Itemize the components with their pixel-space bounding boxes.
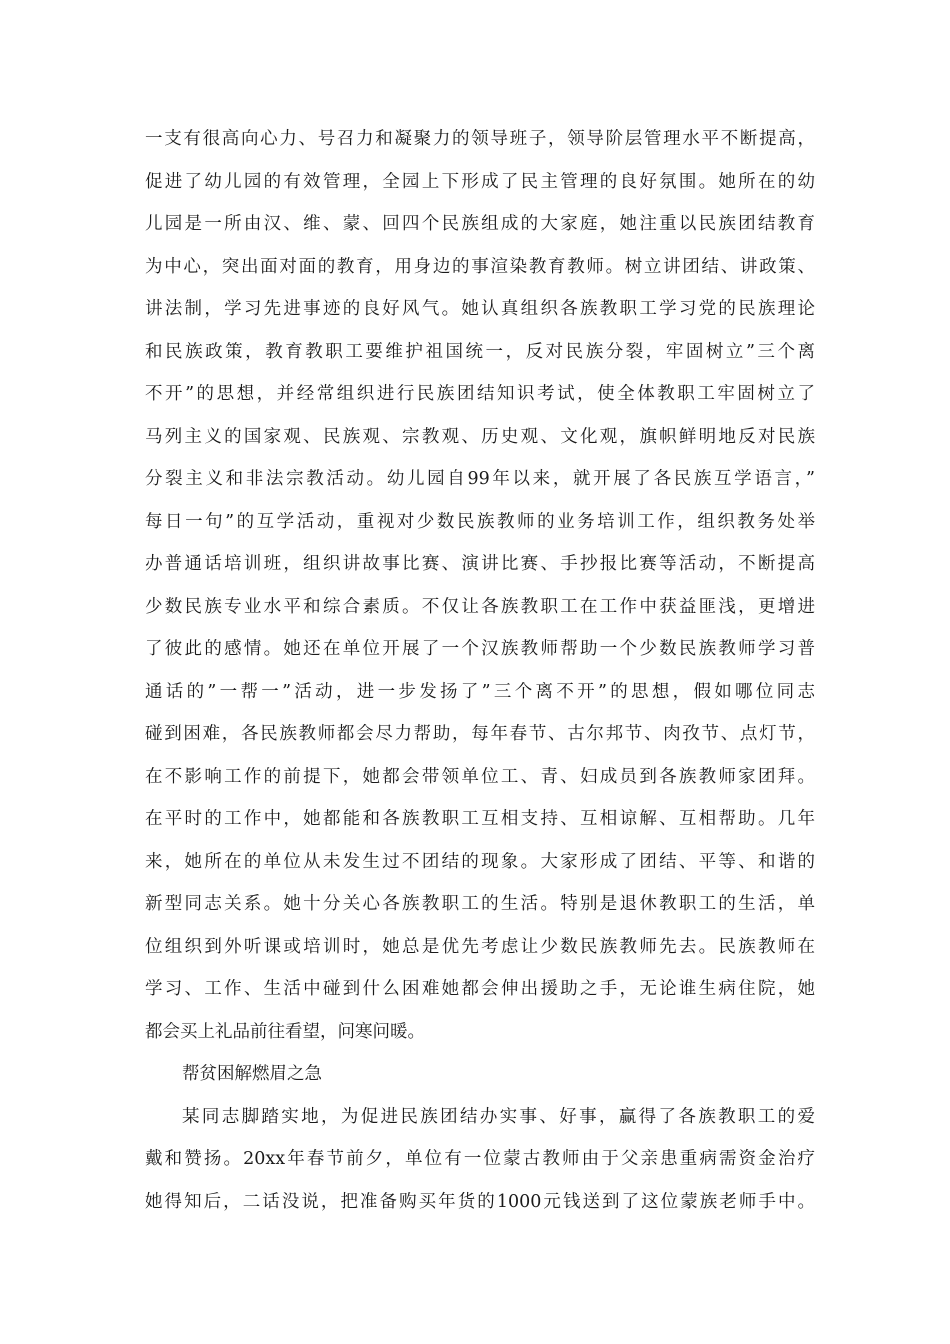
text-line: 位组织到外听课或培训时，她总是优先考虑让少数民族教师先去。民族教师在 xyxy=(145,936,815,957)
text-line: 马列主义的国家观、民族观、宗教观、历史观、文化观，旗帜鲜明地反对民族 xyxy=(145,426,815,447)
text-line: 不开”的思想，并经常组织进行民族团结知识考试，使全体教职工牢固树立了 xyxy=(145,384,815,404)
text-line: 戴和赞扬。20xx年春节前夕，单位有一位蒙古教师由于父亲患重病需资金治疗 xyxy=(145,1149,815,1169)
text-line: 在不影响工作的前提下，她都会带领单位工、青、妇成员到各族教师家团拜。 xyxy=(145,766,815,787)
text-line: 碰到困难，各民族教师都会尽力帮助，每年春节、古尔邦节、肉孜节、点灯节， xyxy=(145,724,815,744)
text-line: 儿园是一所由汉、维、蒙、回四个民族组成的大家庭，她注重以民族团结教育 xyxy=(145,214,815,234)
text-line: 某同志脚踏实地，为促进民族团结办实事、好事，赢得了各族教职工的爱 xyxy=(182,1106,815,1127)
text-line: 学习、工作、生活中碰到什么困难她都会伸出援助之手，无论谁生病住院，她 xyxy=(145,979,815,999)
text-line: 通话的”一帮一”活动，进一步发扬了”三个离不开”的思想，假如哪位同志 xyxy=(145,681,815,702)
paragraph-ethnic-unity xyxy=(145,118,815,1053)
section-heading: 帮贫困解燃眉之急 xyxy=(182,1064,322,1084)
text-line: 每日一句”的互学活动，重视对少数民族教师的业务培训工作，组织教务处举 xyxy=(145,511,815,532)
text-line: 了彼此的感情。她还在单位开展了一个汉族教师帮助一个少数民族教师学习普 xyxy=(145,639,815,659)
text-line: 为中心，突出面对面的教育，用身边的事渲染教育教师。树立讲团结、讲政策、 xyxy=(145,256,815,277)
text-line: 和民族政策，教育教职工要维护祖国统一，反对民族分裂，牢固树立”三个离 xyxy=(145,341,815,362)
text-line: 办普通话培训班，组织讲故事比赛、演讲比赛、手抄报比赛等活动，不断提高 xyxy=(145,554,815,574)
text-line: 在平时的工作中，她都能和各族教职工互相支持、互相谅解、互相帮助。几年 xyxy=(145,809,815,829)
text-line: 少数民族专业水平和综合素质。不仅让各族教职工在工作中获益匪浅，更增进 xyxy=(145,596,815,617)
text-line: 一支有很高向心力、号召力和凝聚力的领导班子，领导阶层管理水平不断提高， xyxy=(145,129,815,149)
text-line: 讲法制，学习先进事迹的良好风气。她认真组织各族教职工学习党的民族理论 xyxy=(145,299,815,319)
document-body xyxy=(145,118,815,1223)
text-line: 新型同志关系。她十分关心各族教职工的生活。特别是退休教职工的生活，单 xyxy=(145,894,815,914)
paragraph-poverty-relief xyxy=(145,1096,815,1224)
text-line: 她得知后，二话没说，把准备购买年货的1000元钱送到了这位蒙族老师手中。 xyxy=(145,1191,815,1212)
text-line: 促进了幼儿园的有效管理，全园上下形成了民主管理的良好氛围。她所在的幼 xyxy=(145,171,815,192)
text-line: 分裂主义和非法宗教活动。幼儿园自99年以来，就开展了各民族互学语言，” xyxy=(145,469,815,489)
text-line: 来，她所在的单位从未发生过不团结的现象。大家形成了团结、平等、和谐的 xyxy=(145,851,815,872)
text-line: 都会买上礼品前往看望，问寒问暖。 xyxy=(145,1021,425,1042)
